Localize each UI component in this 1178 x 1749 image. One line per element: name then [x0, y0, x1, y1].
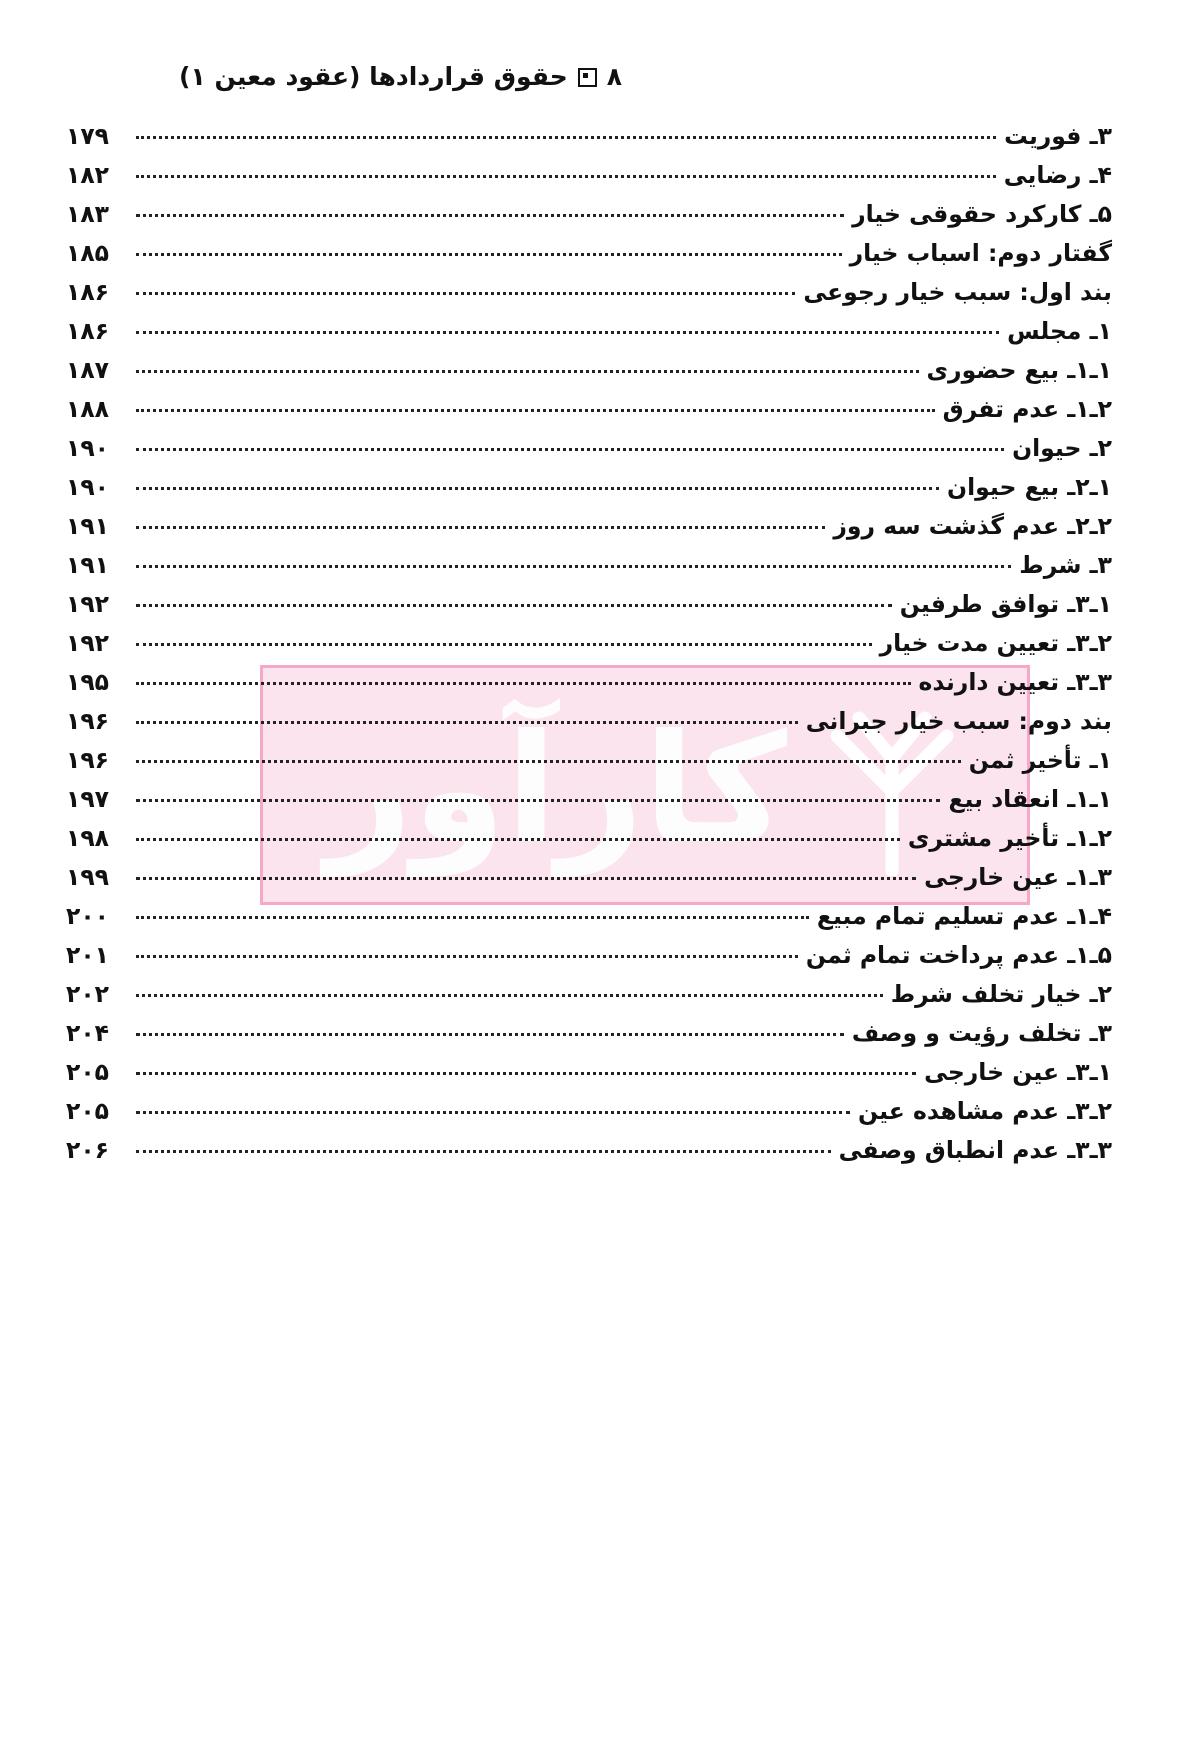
- toc-entry-title: گفتار دوم: اسباب خیار: [849, 239, 1112, 267]
- toc-leader-dots: [136, 243, 842, 256]
- toc-entry-page: ۱۹۵: [66, 668, 110, 696]
- toc-entry[interactable]: [66, 1058, 1112, 1086]
- toc-entry-page: ۱۸۶: [66, 317, 110, 345]
- toc-entry-title: ۱ـ۲ـ بیع حیوان: [947, 473, 1112, 501]
- toc-entry-page: ۱۸۳: [66, 200, 110, 228]
- toc-entry-title: ۳ـ۳ـ عدم انطباق وصفی: [838, 1136, 1112, 1164]
- toc-entry[interactable]: [66, 746, 1112, 774]
- toc-entry-title: بند دوم: سبب خیار جبرانی: [805, 707, 1112, 735]
- toc-entry[interactable]: [66, 200, 1112, 228]
- watermark-text: کارآور: [326, 703, 787, 877]
- toc-leader-dots: [136, 321, 999, 334]
- toc-entry[interactable]: [66, 434, 1112, 462]
- toc-entry[interactable]: [66, 239, 1112, 267]
- toc-leader-dots: [136, 594, 892, 607]
- toc-entry-page: ۱۸۸: [66, 395, 110, 423]
- toc-entry-page: ۱۹۷: [66, 785, 110, 813]
- toc-entry[interactable]: [66, 1136, 1112, 1164]
- toc-entry-page: ۱۹۲: [66, 629, 110, 657]
- toc-entry-title: ۲ـ۱ـ تأخیر مشتری: [907, 824, 1112, 852]
- toc-entry-title: ۲ـ حیوان: [1012, 434, 1112, 462]
- toc-leader-dots: [136, 165, 996, 178]
- toc-leader-dots: [136, 945, 798, 958]
- toc-leader-dots: [136, 282, 795, 295]
- toc-entry-title: ۲ـ۲ـ عدم گذشت سه روز: [833, 512, 1112, 540]
- toc-leader-dots: [136, 1101, 850, 1114]
- page-number: ۸: [606, 62, 622, 91]
- toc-leader-dots: [136, 204, 844, 217]
- toc-leader-dots: [136, 711, 798, 724]
- toc-entry-title: بند اول: سبب خیار رجوعی: [803, 278, 1112, 306]
- toc-entry-title: ۱ـ۳ـ عین خارجی: [924, 1058, 1112, 1086]
- toc-leader-dots: [136, 477, 939, 490]
- toc-entry-title: ۲ـ۳ـ تعیین مدت خیار: [879, 629, 1112, 657]
- toc-entry-page: ۱۹۶: [66, 746, 110, 774]
- toc-entry-page: ۲۰۰: [66, 902, 110, 930]
- toc-leader-dots: [136, 789, 940, 802]
- toc-entry-page: ۱۹۰: [66, 434, 110, 462]
- toc-leader-dots: [136, 828, 900, 841]
- toc-entry[interactable]: [66, 941, 1112, 969]
- toc-entry-page: ۱۸۲: [66, 161, 110, 189]
- toc-entry[interactable]: [66, 356, 1112, 384]
- toc-leader-dots: [136, 1062, 916, 1075]
- toc-entry[interactable]: [66, 122, 1112, 150]
- toc-entry-page: ۱۹۱: [66, 551, 110, 579]
- toc-entry-page: ۱۹۱: [66, 512, 110, 540]
- toc-entry-page: ۱۹۶: [66, 707, 110, 735]
- toc-entry[interactable]: [66, 629, 1112, 657]
- toc-entry-page: ۱۹۰: [66, 473, 110, 501]
- toc-entry[interactable]: [66, 1097, 1112, 1125]
- toc-leader-dots: [136, 399, 935, 412]
- toc-entry-page: ۲۰۵: [66, 1097, 110, 1125]
- toc-entry-title: ۳ـ۳ـ تعیین دارنده: [918, 668, 1112, 696]
- toc-entry[interactable]: [66, 551, 1112, 579]
- toc-leader-dots: [136, 555, 1011, 568]
- toc-entry-title: ۱ـ۳ـ توافق طرفین: [899, 590, 1112, 618]
- toc-entry-title: ۳ـ فوریت: [1004, 122, 1112, 150]
- toc-entry-title: ۵ـ۱ـ عدم پرداخت تمام ثمن: [805, 941, 1112, 969]
- page-title: حقوق قراردادها (عقود معین ۱): [179, 62, 568, 91]
- toc-entry-title: ۱ـ تأخیر ثمن: [968, 746, 1112, 774]
- toc-entry-page: ۲۰۲: [66, 980, 110, 1008]
- toc-leader-dots: [136, 1140, 831, 1153]
- toc-entry-page: ۱۸۵: [66, 239, 110, 267]
- toc-entry-title: ۵ـ کارکرد حقوقی خیار: [852, 200, 1112, 228]
- table-of-contents: [66, 122, 1112, 1164]
- toc-leader-dots: [136, 906, 809, 919]
- toc-entry-page: ۲۰۶: [66, 1136, 110, 1164]
- toc-entry-page: ۱۸۷: [66, 356, 110, 384]
- toc-entry[interactable]: [66, 1019, 1112, 1047]
- toc-entry-title: ۳ـ شرط: [1019, 551, 1112, 579]
- toc-entry-page: ۱۹۸: [66, 824, 110, 852]
- toc-leader-dots: [136, 672, 911, 685]
- toc-entry[interactable]: [66, 395, 1112, 423]
- toc-entry[interactable]: [66, 161, 1112, 189]
- toc-entry-page: ۱۸۶: [66, 278, 110, 306]
- toc-entry-page: ۲۰۴: [66, 1019, 110, 1047]
- toc-leader-dots: [136, 633, 872, 646]
- toc-leader-dots: [136, 984, 883, 997]
- toc-entry-title: ۴ـ رضایی: [1003, 161, 1112, 189]
- toc-leader-dots: [136, 867, 916, 880]
- toc-entry[interactable]: [66, 512, 1112, 540]
- toc-entry[interactable]: [66, 785, 1112, 813]
- toc-entry-title: ۲ـ۱ـ عدم تفرق: [942, 395, 1112, 423]
- toc-entry-page: ۱۹۹: [66, 863, 110, 891]
- toc-entry-title: ۲ـ۳ـ عدم مشاهده عین: [858, 1097, 1112, 1125]
- toc-entry-title: ۲ـ خیار تخلف شرط: [890, 980, 1112, 1008]
- page-header: [66, 62, 622, 91]
- toc-entry[interactable]: [66, 902, 1112, 930]
- toc-entry-title: ۱ـ۱ـ انعقاد بیع: [948, 785, 1112, 813]
- toc-leader-dots: [136, 360, 919, 373]
- square-bullet-icon: [578, 68, 597, 87]
- toc-entry[interactable]: [66, 590, 1112, 618]
- toc-entry[interactable]: [66, 863, 1112, 891]
- toc-leader-dots: [136, 750, 961, 763]
- toc-entry[interactable]: [66, 707, 1112, 735]
- toc-leader-dots: [136, 126, 996, 139]
- toc-entry[interactable]: [66, 824, 1112, 852]
- toc-leader-dots: [136, 516, 825, 529]
- toc-entry-title: ۳ـ تخلف رؤیت و وصف: [851, 1019, 1112, 1047]
- toc-entry-title: ۱ـ۱ـ بیع حضوری: [926, 356, 1112, 384]
- toc-entry-page: ۱۷۹: [66, 122, 110, 150]
- toc-entry-page: ۱۹۲: [66, 590, 110, 618]
- toc-entry[interactable]: [66, 668, 1112, 696]
- toc-entry-title: ۳ـ۱ـ عین خارجی: [924, 863, 1112, 891]
- toc-leader-dots: [136, 1023, 844, 1036]
- toc-entry-page: ۲۰۱: [66, 941, 110, 969]
- toc-entry[interactable]: [66, 980, 1112, 1008]
- toc-entry[interactable]: [66, 278, 1112, 306]
- toc-entry[interactable]: [66, 473, 1112, 501]
- toc-entry-page: ۲۰۵: [66, 1058, 110, 1086]
- toc-entry[interactable]: [66, 317, 1112, 345]
- toc-entry-title: ۴ـ۱ـ عدم تسلیم تمام مبیع: [816, 902, 1112, 930]
- toc-entry-title: ۱ـ مجلس: [1007, 317, 1112, 345]
- toc-leader-dots: [136, 438, 1004, 451]
